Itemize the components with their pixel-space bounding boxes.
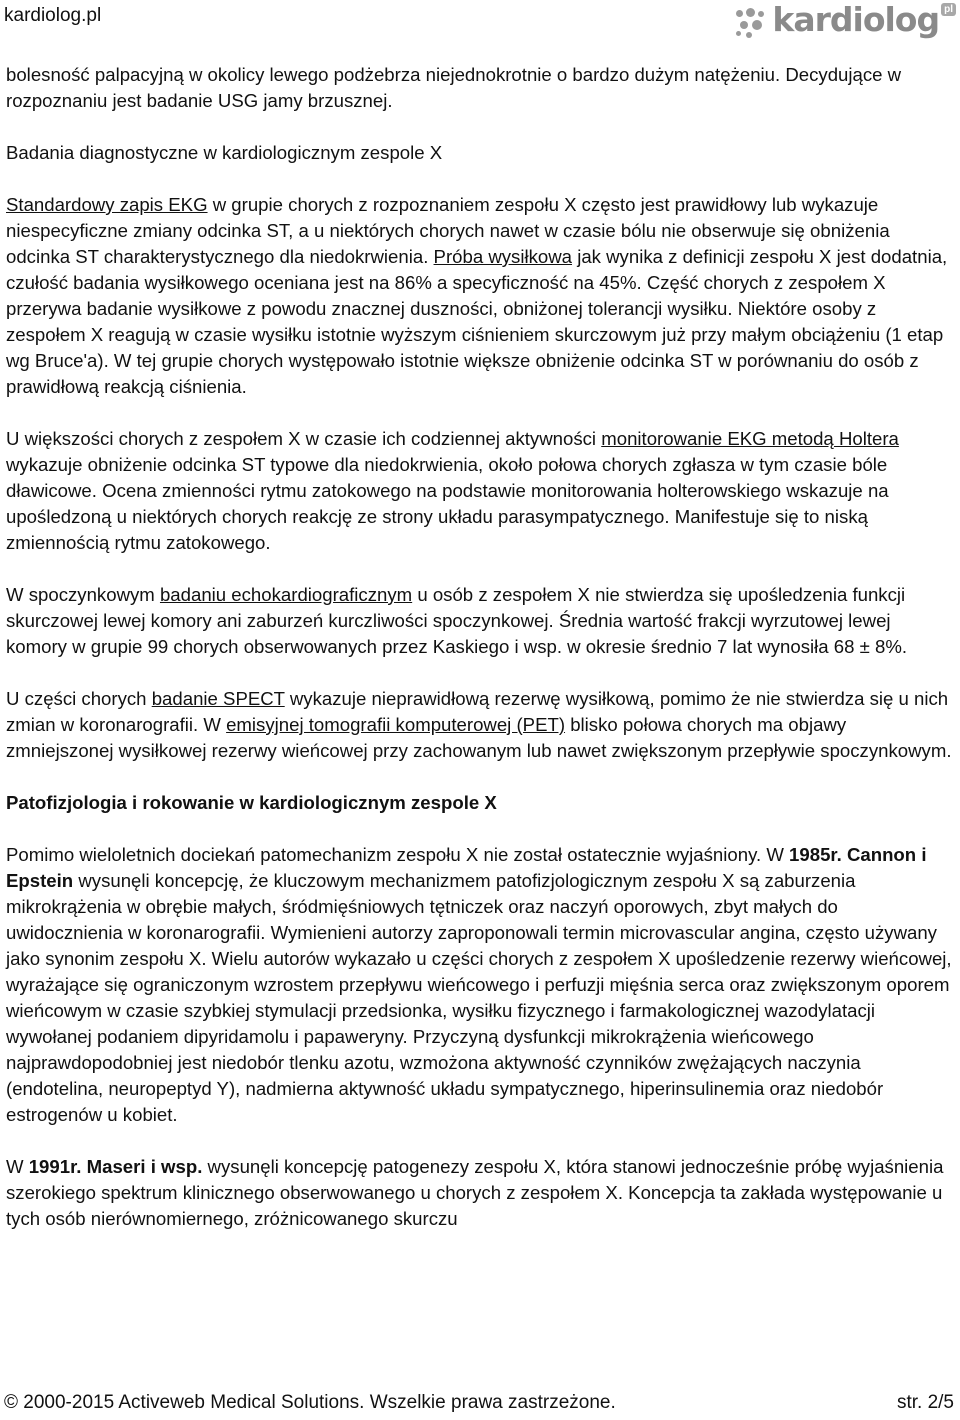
link-spect[interactable]: badanie SPECT [151, 688, 285, 709]
section-heading-diagnostics: Badania diagnostyczne w kardiologicznym zespole X [6, 142, 443, 163]
link-exercise-test[interactable]: Próba wysiłkowa [433, 246, 573, 267]
paragraph-text: wykazuje nieprawidłową rezerwę wysiłkową, pomimo że nie stwierdza się u nich zmian w koronarografii. W [6, 688, 949, 735]
paragraph-text: jak wynika z definicji zespołu X jest dodatnia, czułość badania wysiłkowego oceniana jest na 86% a specyficzność na 45%. Część chorych z zespołem X przerywa badanie wysiłkowe z powodu znacznej duszności, obniżonej tolerancji wysiłku. Niektóre osoby z zespołem X reagują w czasie wysiłku istotnie wyższym ciśnieniem skurczowym już przy małym obciążeniu (1 etap wg Bruce'a). W tej grupie chorych występowało istotnie większe obniżenie odcinka ST w porównaniu do osób z prawidłową reakcją ciśnienia. [6, 246, 948, 397]
kardiolog-logo [734, 0, 956, 40]
copyright-text: © 2000-2015 Activeweb Medical Solutions. Wszelkie prawa zastrzeżone. [4, 1392, 616, 1413]
page-header [0, 0, 960, 50]
paragraph-cannon-epstein [6, 842, 954, 1128]
bold-reference: 1991r. Maseri i wsp. [28, 1156, 203, 1177]
link-pet[interactable]: emisyjnej tomografii komputerowej (PET) [226, 714, 566, 735]
paragraph-text: W [6, 1156, 29, 1177]
paragraph-text: U części chorych [6, 688, 152, 709]
paragraph-text: u osób z zespołem X nie stwierdza się upośledzenia funkcji skurczowej lewej komory ani zaburzeń kurczliwości spoczynkowej. Średnia wartość frakcji wyrzutowej lewej komory w grupie 99 chorych obserwowanych przez Kaskiego i wsp. w okresie średnio 7 lat wynosiła 68 ± 8%. [6, 584, 908, 657]
paragraph-echo [6, 582, 954, 660]
link-standard-ekg[interactable]: Standardowy zapis EKG [6, 194, 208, 215]
link-holter-monitoring[interactable]: monitorowanie EKG metodą Holtera [601, 428, 899, 449]
paragraph-text: blisko połowa chorych ma objawy zmniejszonej wysiłkowej rezerwy wieńcowej przy zachowanym lub nawet zwiększonym przepływie spoczynkowym. [6, 714, 952, 761]
link-echocardiography[interactable]: badaniu echokardiograficznym [159, 584, 413, 605]
page-number: str. 2/5 [896, 1392, 954, 1413]
logo-text: kardiolog [772, 0, 940, 39]
paragraph-holter [6, 426, 954, 556]
paragraph-ekg [6, 192, 954, 400]
paragraph-maseri [6, 1154, 954, 1232]
paragraph-intro: bolesność palpacyjną w okolicy lewego podżebrza niejednokrotnie o bardzo dużym natężeniu. Decydujące w rozpoznaniu jest badanie USG jamy brzusznej. [6, 64, 902, 111]
paragraph-text: wysunęli koncepcję, że kluczowym mechanizmem patofizjologicznym zespołu X są zaburzenia mikrokrążenia w obrębie małych, śródmięśniowych tętniczek oraz naczyń oporowych, zbyt małych do uwidocznienia w koronarografii. Wymienieni autorzy zaproponowali termin microvascular angina, często używany jako synonim zespołu X. Wielu autorów wykazało u części chorych z zespołem X upośledzenie rezerwy wieńcowej, wyrażające się ograniczonym wzrostem przepływu wieńcowego i perfuzji mięśnia serca oraz zwiększonym oporem wieńcowym w czasie szybkiej stymulacji przedsionka, wysiłku fizycznego i farmakologicznej wazodylatacji wywołanej podaniem dipyridamolu i papaweryny. Przyczyną dysfunkcji mikrokrążenia wieńcowego najprawdopodobniej jest niedobór tlenku azotu, wzmożona aktywność czynników zwężających naczynia (endotelina, neuropeptyd Y), nadmierna aktywność układu sympatycznego, hiperinsulinemia oraz niedobór estrogenów u kobiet. [6, 870, 952, 1125]
paragraph-text: Pomimo wieloletnich dociekań patomechanizm zespołu X nie został ostatecznie wyjaśniony. W [6, 844, 790, 865]
paragraph-text: wysunęli koncepcję patogenezy zespołu X, która stanowi jednocześnie próbę wyjaśnienia szerokiego spektrum klinicznego obserwowanego u chorych z zespołem X. Koncepcja ta zakłada występowanie u tych osób nierównomiernego, zróżnicowanego skurczu [6, 1156, 944, 1229]
site-name: kardiolog.pl [4, 5, 102, 26]
article-content [6, 62, 954, 1258]
paragraph-text: U większości chorych z zespołem X w czasie ich codziennej aktywności [6, 428, 602, 449]
paragraph-text: wykazuje obniżenie odcinka ST typowe dla niedokrwienia, około połowa chorych zgłasza w tym czasie bóle dławicowe. Ocena zmienności rytmu zatokowego na podstawie monitorowania holterowskiego wskazuje na upośledzoną u niektórych chorych reakcję ze strony układu parasympatycznego. Manifestuje się to niską zmiennością rytmu zatokowego. [6, 454, 889, 553]
bold-reference: 1985r. Cannon i Epstein [6, 844, 927, 891]
paragraph-text: W spoczynkowym [6, 584, 160, 605]
logo-badge: pl [941, 3, 956, 16]
logo-dots-icon [734, 4, 770, 40]
paragraph-spect-pet [6, 686, 954, 764]
paragraph-text: w grupie chorych z rozpoznaniem zespołu X często jest prawidłowy lub wykazuje niespecyficzne zmiany odcinka ST, a u niektórych chorych nawet w czasie bólu nie obserwuje się obniżenia odcinka ST charakterystycznego dla niedokrwienia. [6, 194, 890, 267]
section-heading-pathophysiology: Patofizjologia i rokowanie w kardiologicznym zespole X [6, 792, 497, 813]
page-footer [4, 1392, 954, 1414]
